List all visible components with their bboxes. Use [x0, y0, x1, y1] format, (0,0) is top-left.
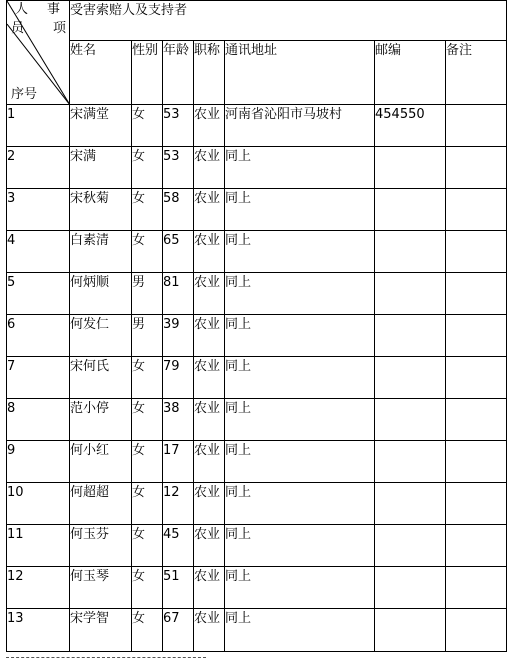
cell-address: 同上	[225, 147, 375, 189]
table-title: 受害索赔人及支持者	[70, 1, 507, 41]
cell-sex: 女	[132, 399, 163, 441]
cell-note	[446, 609, 507, 652]
cell-name: 宋学智	[70, 609, 132, 652]
table-row	[7, 483, 507, 525]
cell-postcode	[375, 315, 446, 357]
table-row	[7, 105, 507, 147]
table-row	[7, 189, 507, 231]
cell-serial: 12	[7, 567, 70, 609]
cell-name: 白素清	[70, 231, 132, 273]
table-row	[7, 357, 507, 399]
cell-name: 范小停	[70, 399, 132, 441]
header-address: 通讯地址	[225, 41, 375, 105]
cell-note	[446, 399, 507, 441]
cell-postcode	[375, 231, 446, 273]
table-row	[7, 147, 507, 189]
header-job: 职称	[194, 41, 225, 105]
cell-job: 农业	[194, 315, 225, 357]
cell-serial: 10	[7, 483, 70, 525]
cell-job: 农业	[194, 147, 225, 189]
cell-address: 同上	[225, 315, 375, 357]
cell-age: 67	[163, 609, 194, 652]
cell-serial: 8	[7, 399, 70, 441]
cell-address: 同上	[225, 483, 375, 525]
header-sex: 性别	[132, 41, 163, 105]
corner-label-ren: 人	[15, 2, 29, 17]
cell-serial: 9	[7, 441, 70, 483]
cell-note	[446, 315, 507, 357]
table-row	[7, 567, 507, 609]
cell-name: 何超超	[70, 483, 132, 525]
cell-postcode	[375, 399, 446, 441]
cell-serial: 13	[7, 609, 70, 652]
cell-sex: 女	[132, 357, 163, 399]
cell-job: 农业	[194, 105, 225, 147]
cell-name: 宋秋菊	[70, 189, 132, 231]
cell-note	[446, 189, 507, 231]
table-row	[7, 525, 507, 567]
cell-note	[446, 357, 507, 399]
cell-job: 农业	[194, 441, 225, 483]
cell-age: 12	[163, 483, 194, 525]
cell-note	[446, 147, 507, 189]
cell-name: 宋满堂	[70, 105, 132, 147]
cell-note	[446, 231, 507, 273]
header-postcode: 邮编	[375, 41, 446, 105]
page-divider	[6, 657, 206, 658]
cell-sex: 女	[132, 105, 163, 147]
cell-note	[446, 441, 507, 483]
cell-serial: 4	[7, 231, 70, 273]
table-row	[7, 315, 507, 357]
table-body	[7, 105, 507, 652]
cell-job: 农业	[194, 189, 225, 231]
corner-label-shi: 事	[47, 2, 61, 17]
cell-age: 53	[163, 147, 194, 189]
cell-age: 17	[163, 441, 194, 483]
header-age: 年龄	[163, 41, 194, 105]
cell-postcode	[375, 147, 446, 189]
cell-age: 45	[163, 525, 194, 567]
cell-job: 农业	[194, 231, 225, 273]
cell-postcode	[375, 273, 446, 315]
cell-postcode	[375, 189, 446, 231]
corner-label-xiang: 项	[53, 21, 67, 36]
header-name: 姓名	[70, 41, 132, 105]
cell-note	[446, 567, 507, 609]
cell-name: 何发仁	[70, 315, 132, 357]
cell-age: 53	[163, 105, 194, 147]
cell-age: 58	[163, 189, 194, 231]
cell-serial: 5	[7, 273, 70, 315]
cell-sex: 女	[132, 441, 163, 483]
cell-postcode	[375, 609, 446, 652]
cell-job: 农业	[194, 483, 225, 525]
cell-serial: 2	[7, 147, 70, 189]
cell-postcode	[375, 483, 446, 525]
cell-serial: 3	[7, 189, 70, 231]
claimants-table	[6, 0, 507, 652]
cell-address: 同上	[225, 525, 375, 567]
table-row	[7, 273, 507, 315]
cell-age: 38	[163, 399, 194, 441]
cell-note	[446, 273, 507, 315]
cell-sex: 男	[132, 315, 163, 357]
cell-serial: 1	[7, 105, 70, 147]
cell-sex: 男	[132, 273, 163, 315]
table-row	[7, 441, 507, 483]
cell-age: 39	[163, 315, 194, 357]
cell-sex: 女	[132, 525, 163, 567]
cell-name: 宋何氏	[70, 357, 132, 399]
cell-name: 何小红	[70, 441, 132, 483]
cell-job: 农业	[194, 525, 225, 567]
cell-address: 河南省沁阳市马坡村	[225, 105, 375, 147]
cell-address: 同上	[225, 399, 375, 441]
cell-address: 同上	[225, 441, 375, 483]
cell-age: 81	[163, 273, 194, 315]
cell-age: 65	[163, 231, 194, 273]
cell-age: 51	[163, 567, 194, 609]
cell-postcode	[375, 357, 446, 399]
cell-job: 农业	[194, 357, 225, 399]
cell-sex: 女	[132, 609, 163, 652]
corner-label-serial: 序号	[11, 87, 38, 102]
cell-address: 同上	[225, 189, 375, 231]
cell-address: 同上	[225, 231, 375, 273]
cell-postcode	[375, 567, 446, 609]
cell-note	[446, 483, 507, 525]
cell-job: 农业	[194, 273, 225, 315]
cell-postcode	[375, 441, 446, 483]
cell-address: 同上	[225, 567, 375, 609]
cell-address: 同上	[225, 609, 375, 652]
cell-note	[446, 525, 507, 567]
table-row	[7, 399, 507, 441]
cell-sex: 女	[132, 147, 163, 189]
cell-address: 同上	[225, 357, 375, 399]
cell-serial: 11	[7, 525, 70, 567]
cell-address: 同上	[225, 273, 375, 315]
table-row	[7, 609, 507, 652]
cell-sex: 女	[132, 483, 163, 525]
corner-label-yuan: 员	[11, 21, 25, 36]
cell-postcode: 454550	[375, 105, 446, 147]
cell-name: 何玉琴	[70, 567, 132, 609]
cell-age: 79	[163, 357, 194, 399]
table-row	[7, 231, 507, 273]
cell-name: 何炳顺	[70, 273, 132, 315]
cell-serial: 6	[7, 315, 70, 357]
cell-name: 何玉芬	[70, 525, 132, 567]
cell-postcode	[375, 525, 446, 567]
cell-sex: 女	[132, 189, 163, 231]
cell-job: 农业	[194, 609, 225, 652]
cell-job: 农业	[194, 399, 225, 441]
header-note: 备注	[446, 41, 507, 105]
cell-name: 宋满	[70, 147, 132, 189]
cell-sex: 女	[132, 567, 163, 609]
cell-note	[446, 105, 507, 147]
cell-job: 农业	[194, 567, 225, 609]
cell-sex: 女	[132, 231, 163, 273]
corner-header-cell	[7, 1, 70, 105]
cell-serial: 7	[7, 357, 70, 399]
